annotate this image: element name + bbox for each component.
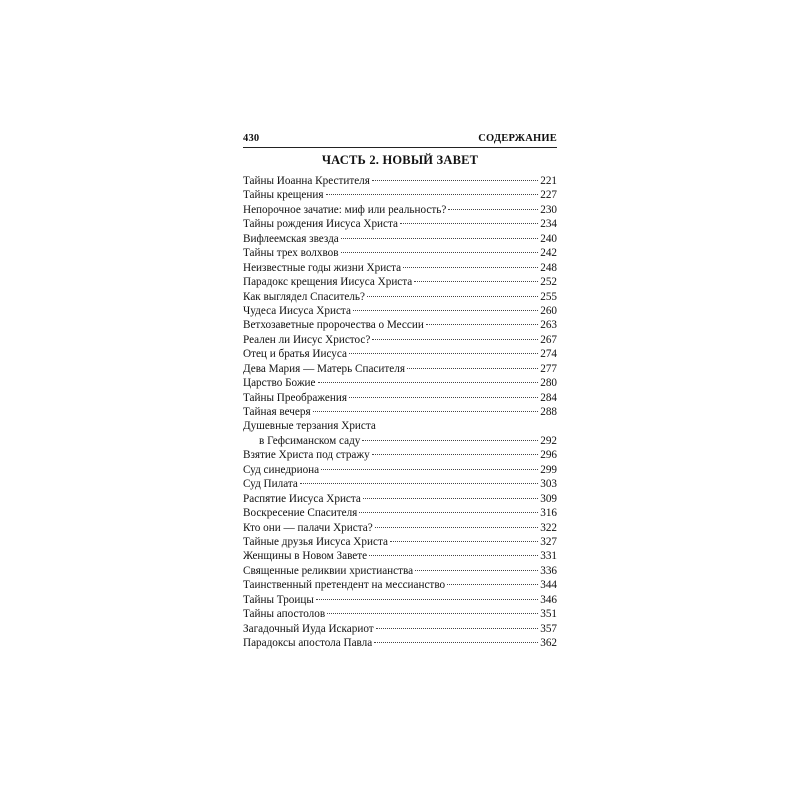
toc-entry-title: Парадокс крещения Иисуса Христа (243, 276, 413, 289)
dot-leader (375, 527, 539, 528)
toc-entry (243, 261, 557, 275)
toc-entry (243, 318, 557, 332)
toc-entry-title: Воскресение Спасителя (243, 507, 358, 520)
toc-entry-page: 292 (540, 434, 557, 447)
toc-entry (243, 477, 557, 491)
dot-leader (349, 353, 538, 354)
toc-entry (243, 492, 557, 506)
toc-entry-page: 309 (540, 492, 557, 505)
toc-entry-title: Суд синедриона (243, 463, 320, 476)
dot-leader (415, 570, 538, 571)
toc-entry (243, 304, 557, 318)
dot-leader (318, 382, 539, 383)
toc-entry-page: 316 (540, 507, 557, 520)
dot-leader (376, 628, 539, 629)
dot-leader (426, 324, 538, 325)
toc-entry-page: 299 (540, 463, 557, 476)
toc-entry (243, 232, 557, 246)
toc-entry (243, 290, 557, 304)
toc-entry-title: Реален ли Иисус Христос? (243, 333, 371, 346)
toc-entry-page: 221 (540, 175, 557, 187)
toc-entry-page: 357 (540, 622, 557, 635)
toc-entry (243, 578, 557, 592)
page-number: 430 (243, 133, 260, 144)
toc-entry (243, 636, 557, 650)
toc-entry-page: 296 (540, 449, 557, 462)
dot-leader (390, 541, 538, 542)
toc-entry (243, 521, 557, 535)
toc-entry-title: Тайны рождения Иисуса Христа (243, 218, 398, 231)
toc-entry-title: Распятие Иисуса Христа (243, 492, 361, 505)
toc-entry-title: Непорочное зачатие: миф или реальность? (243, 203, 447, 216)
table-of-contents (243, 174, 557, 650)
dot-leader (341, 238, 538, 239)
toc-entry (243, 203, 557, 217)
toc-entry-page: 267 (540, 333, 557, 346)
toc-entry-page: 240 (540, 232, 557, 245)
toc-entry (243, 535, 557, 549)
toc-entry (243, 362, 557, 376)
toc-entry (243, 564, 557, 578)
running-head (243, 131, 557, 147)
running-head-title: СОДЕРЖАНИЕ (478, 133, 557, 144)
toc-entry (243, 607, 557, 621)
dot-leader (414, 281, 538, 282)
toc-entry-title: Душевные терзания Христа (243, 420, 376, 433)
dot-leader (362, 440, 538, 441)
toc-entry (243, 275, 557, 289)
toc-entry (243, 448, 557, 462)
dot-leader (367, 296, 538, 297)
toc-entry-title: Женщины в Новом Завете (243, 550, 368, 563)
toc-entry-title-continued: в Гефсиманском саду (259, 434, 361, 447)
dot-leader (372, 454, 539, 455)
toc-entry-page: 230 (540, 203, 557, 216)
toc-entry-title: Кто они — палачи Христа? (243, 521, 373, 534)
toc-entry (243, 405, 557, 419)
toc-entry-page: 303 (540, 478, 557, 491)
toc-entry-title: Взятие Христа под стражу (243, 449, 370, 462)
toc-entry (243, 549, 557, 563)
toc-entry (243, 622, 557, 636)
toc-entry-page: 274 (540, 348, 557, 361)
dot-leader (341, 252, 539, 253)
toc-entry-title: Тайны крещения (243, 189, 324, 202)
part-title: ЧАСТЬ 2. НОВЫЙ ЗАВЕТ (321, 153, 479, 167)
toc-entry (243, 217, 557, 231)
toc-entry-page: 288 (540, 406, 557, 418)
toc-entry-page: 248 (540, 261, 557, 274)
dot-leader (313, 411, 539, 412)
toc-entry-title: Таинственный претендент на мессианство (243, 579, 446, 592)
toc-entry-page: 327 (540, 535, 557, 548)
toc-entry-page: 227 (540, 189, 557, 202)
toc-entry (243, 246, 557, 260)
toc-entry-page: 331 (540, 550, 557, 563)
toc-entry-title: Как выглядел Спаситель? (243, 290, 365, 303)
toc-entry-title: Парадоксы апостола Павла (243, 637, 373, 650)
toc-entry-page: 344 (540, 579, 557, 592)
toc-entry-page: 322 (540, 521, 557, 534)
toc-entry-title: Царство Божие (243, 377, 316, 390)
toc-entry-title: Дева Мария — Матерь Спасителя (243, 362, 405, 375)
toc-entry-title: Тайны апостолов (243, 608, 326, 621)
dot-leader (448, 209, 538, 210)
toc-entry-title: Тайная вечеря (243, 406, 311, 418)
toc-entry-page: 252 (540, 276, 557, 289)
dot-leader (363, 498, 538, 499)
dot-leader (400, 223, 538, 224)
toc-entry-page: 362 (540, 637, 557, 650)
toc-entry-continuation (243, 434, 557, 448)
toc-entry-page: 255 (540, 290, 557, 303)
dot-leader (327, 613, 538, 614)
toc-entry (243, 506, 557, 520)
toc-entry (243, 463, 557, 477)
toc-entry (243, 593, 557, 607)
toc-entry (243, 174, 557, 188)
toc-entry (243, 188, 557, 202)
toc-entry-title: Священные реликвии христианства (243, 564, 414, 577)
toc-entry-title: Тайны Троицы (243, 593, 314, 606)
dot-leader (353, 310, 538, 311)
dot-leader (369, 555, 538, 556)
toc-entry (243, 333, 557, 347)
toc-entry-title: Отец и братья Иисуса (243, 348, 347, 361)
toc-entry-page: 336 (540, 564, 557, 577)
toc-entry-title: Тайны Преображения (243, 391, 347, 404)
toc-entry (243, 419, 557, 448)
toc-entry-title: Тайны трех волхвов (243, 247, 339, 260)
toc-entry-title: Неизвестные годы жизни Христа (243, 261, 402, 274)
dot-leader (403, 267, 538, 268)
dot-leader (359, 512, 538, 513)
dot-leader (407, 368, 538, 369)
toc-entry-title: Загадочный Иуда Искариот (243, 622, 374, 635)
toc-entry-page: 263 (540, 319, 557, 332)
toc-entry (243, 376, 557, 390)
dot-leader (321, 469, 538, 470)
toc-entry-page: 284 (540, 391, 557, 404)
toc-entry-page: 277 (540, 362, 557, 375)
toc-entry (243, 391, 557, 405)
dot-leader (447, 584, 538, 585)
dot-leader (372, 339, 538, 340)
toc-entry-title: Вифлеемская звезда (243, 232, 339, 245)
toc-entry-page: 346 (540, 593, 557, 606)
dot-leader (326, 194, 539, 195)
toc-entry-title: Чудеса Иисуса Христа (243, 304, 351, 317)
toc-entry-title: Суд Пилата (243, 478, 298, 491)
dot-leader (374, 642, 538, 643)
toc-entry-page: 351 (540, 608, 557, 621)
header-rule (243, 147, 557, 148)
toc-entry-title: Тайны Иоанна Крестителя (243, 175, 370, 187)
toc-entry-page: 260 (540, 304, 557, 317)
toc-entry-page: 280 (540, 377, 557, 390)
toc-entry-title: Ветхозаветные пророчества о Мессии (243, 319, 424, 332)
toc-entry (243, 347, 557, 361)
toc-entry-title: Тайные друзья Иисуса Христа (243, 535, 388, 548)
dot-leader (300, 483, 538, 484)
dot-leader (316, 599, 538, 600)
toc-entry-page: 234 (540, 218, 557, 231)
dot-leader (372, 180, 538, 181)
toc-entry-page: 242 (540, 247, 557, 260)
dot-leader (349, 397, 538, 398)
